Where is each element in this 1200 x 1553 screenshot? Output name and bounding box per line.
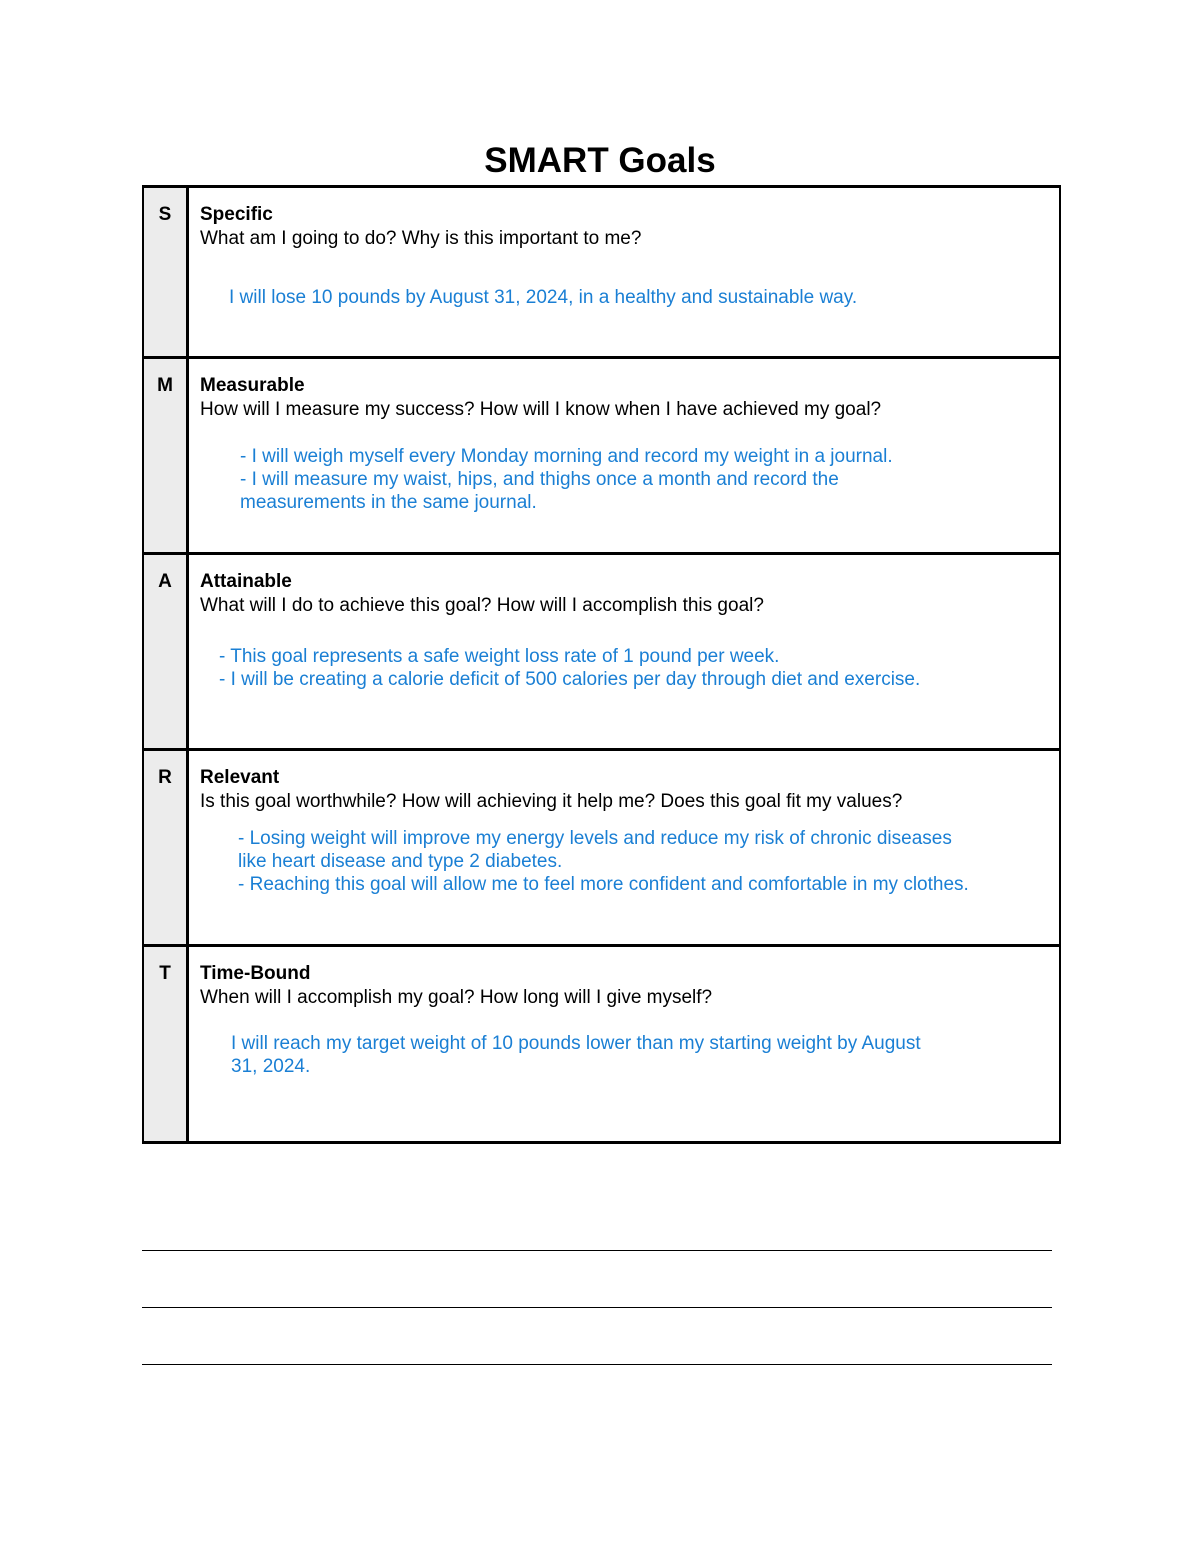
writing-line	[142, 1250, 1052, 1251]
row-letter: M	[144, 359, 189, 552]
answer-line: - Reaching this goal will allow me to feel more confident and comfortable in my clothes.	[238, 874, 969, 895]
row-heading: Measurable	[200, 375, 305, 396]
row-content	[189, 359, 1059, 552]
row-prompt: What will I do to achieve this goal? How will I accomplish this goal?	[200, 595, 764, 616]
page-title: SMART Goals	[484, 141, 716, 180]
row-heading: Time-Bound	[200, 963, 311, 984]
row-letter: S	[144, 188, 189, 356]
table-row-time-bound	[144, 947, 1059, 1141]
answer-line: I will reach my target weight of 10 pounds lower than my starting weight by August 31, 2024.	[231, 1033, 921, 1077]
row-letter: A	[144, 555, 189, 748]
row-answer	[240, 445, 960, 514]
row-content	[189, 188, 1059, 356]
answer-line: - I will be creating a calorie deficit of 500 calories per day through diet and exercise.	[219, 669, 921, 690]
smart-goals-table	[142, 185, 1061, 1144]
table-row-attainable	[144, 555, 1059, 751]
table-row-measurable	[144, 359, 1059, 555]
answer-line: - This goal represents a safe weight loss rate of 1 pound per week.	[219, 646, 780, 667]
row-letter: R	[144, 751, 189, 944]
writing-line	[142, 1307, 1052, 1308]
row-content	[189, 751, 1059, 944]
row-answer	[231, 1032, 931, 1078]
row-heading: Relevant	[200, 767, 280, 788]
row-heading: Attainable	[200, 571, 292, 592]
row-answer	[229, 286, 1059, 309]
writing-line	[142, 1364, 1052, 1365]
row-prompt: What am I going to do? Why is this important to me?	[200, 228, 642, 249]
row-answer	[238, 827, 978, 896]
row-prompt: How will I measure my success? How will I know when I have achieved my goal?	[200, 399, 882, 420]
row-letter: T	[144, 947, 189, 1141]
row-content	[189, 947, 1059, 1141]
row-prompt: When will I accomplish my goal? How long will I give myself?	[200, 987, 713, 1008]
answer-line: - Losing weight will improve my energy levels and reduce my risk of chronic diseases like heart disease and type 2 diabetes.	[238, 828, 952, 872]
row-prompt: Is this goal worthwhile? How will achieving it help me? Does this goal fit my values?	[200, 791, 903, 812]
row-heading: Specific	[200, 204, 273, 225]
row-content	[189, 555, 1059, 748]
table-row-relevant	[144, 751, 1059, 947]
answer-line: - I will weigh myself every Monday morning and record my weight in a journal.	[240, 446, 893, 467]
answer-line: - I will measure my waist, hips, and thighs once a month and record the measurements in the same journal.	[240, 469, 839, 513]
answer-line: I will lose 10 pounds by August 31, 2024, in a healthy and sustainable way.	[229, 287, 858, 308]
row-answer	[219, 645, 1059, 691]
table-row-specific	[144, 188, 1059, 359]
